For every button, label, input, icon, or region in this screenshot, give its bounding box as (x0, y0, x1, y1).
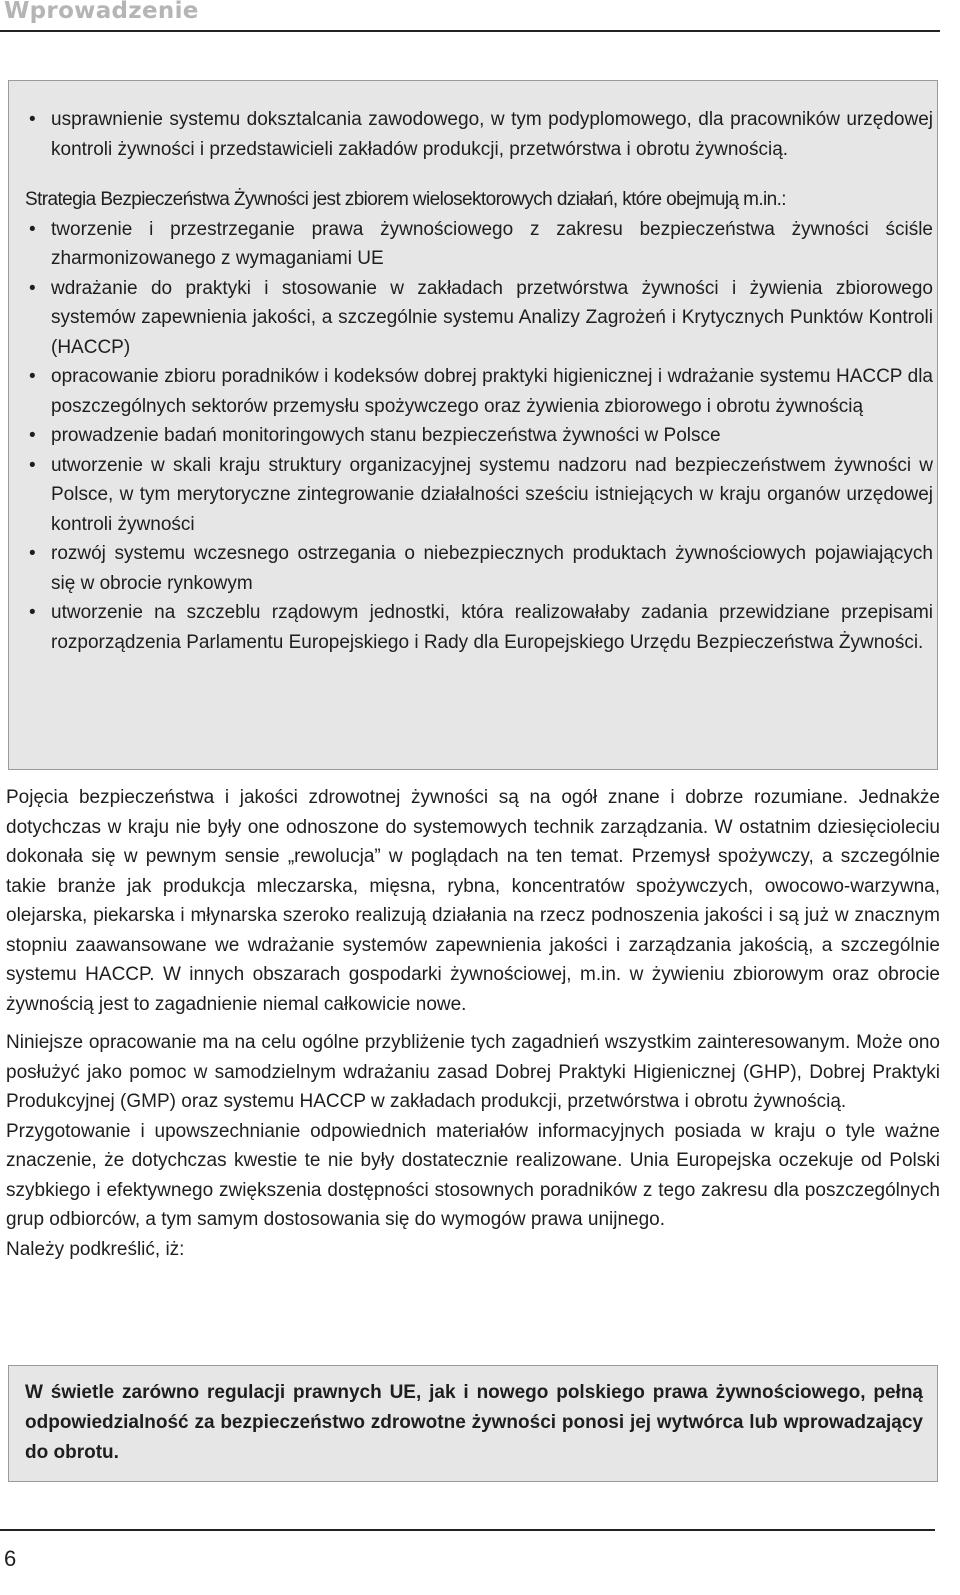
list-item: • prowadzenie badań monitoringowych stanu bezpieczeństwa żywności w Polsce (25, 421, 933, 451)
strategy-intro: Strategia Bezpieczeństwa Żywności jest zbiorem wielosektorowych działań, które obejmują m.in.: (25, 189, 786, 210)
footer-divider (0, 1529, 935, 1531)
list-item: • utworzenie w skali kraju struktury organizacyjnej systemu nadzoru nad bezpieczeństwem żywności w Polsce, w tym merytoryczne zintegrowanie działalności sześciu istniejących w kraju organów urzędowej kontroli żywności (25, 451, 933, 540)
highlight-box (8, 1365, 938, 1482)
list-item: • usprawnienie systemu doksztalcania zawodowego, w tym podyplomowego, dla pracowników urzędowej kontroli żywności i przedstawicieli zakładów produkcji, przetwórstwa i obrotu żywnością. (25, 105, 933, 164)
list-item: • rozwój systemu wczesnego ostrzegania o niebezpiecznych produktach żywnościowych pojawiających się w obrocie rynkowym (25, 539, 933, 598)
body-text (6, 783, 940, 1264)
strategy-box (8, 80, 938, 770)
list-item: • utworzenie na szczeblu rządowym jednostki, która realizowałaby zadania przewidziane przepisami rozporządzenia Parlamentu Europejskiego i Rady dla Europejskiego Urzędu Bezpieczeństwa Żywności. (25, 598, 933, 657)
strategy-box-content (25, 105, 933, 657)
paragraph: Pojęcia bezpieczeństwa i jakości zdrowotnej żywności są na ogół znane i dobrze rozumiane. Jednakże dotychczas w kraju nie były one odnoszone do systemowych technik zarządzania. W ostatnim dziesięcioleciu dokonała się w pewnym sensie „rewolucja” w poglądach na ten temat. Przemysł spożywczy, a szczególnie takie branże jak produkcja mleczarska, mięsna, rybna, koncentratów spożywczych, owocowo-warzywna, olejarska, piekarska i młynarska szeroko realizują działania na rzecz podnoszenia jakości i są już w znacznym stopniu zaawansowane we wdrażanie systemów zapewnienia jakości i zarządzania jakością, a szczególnie systemu HACCP. W innych obszarach gospodarki żywnościowej, m.in. w żywieniu zbiorowym oraz obrocie żywnością jest to zagadnienie niemal całkowicie nowe. (6, 787, 940, 1015)
paragraph: Przygotowanie i upowszechnianie odpowiednich materiałów informacyjnych posiada w kraju o tyle ważne znaczenie, że dotychczas kwestie te nie były dostatecznie realizowane. Unia Europejska oczekuje od Polski szybkiego i efektywnego zwiększenia dostępności stosownych poradników z tego zakresu dla poszczególnych grup odbiorców, a tym samym dostosowania się do wymogów prawa unijnego. (6, 1120, 940, 1230)
paragraph: Niniejsze opracowanie ma na celu ogólne przybliżenie tych zagadnień wszystkim zainteresowanym. Może ono posłużyć jako pomoc w samodzielnym wdrażaniu zasad Dobrej Praktyki Higienicznej (GHP), Dobrej Praktyki Produkcyjnej (GMP) oraz systemu HACCP w zakładach produkcji, przetwórstwa i obrotu żywnością. (6, 1032, 940, 1112)
intro-list (25, 105, 933, 164)
highlight-text: W świetle zarówno regulacji prawnych UE, jak i nowego polskiego prawa żywnościowego, pełną odpowiedzialność za bezpieczeństwo zdrowotne żywności ponosi jej wytwórca lub wprowadzający do obrotu. (25, 1382, 923, 1463)
section-title: Wprowadzenie (4, 0, 199, 24)
list-item: • wdrażanie do praktyki i stosowanie w zakładach przetwórstwa żywności i żywienia zbiorowego systemów zapewnienia jakości, a szczególnie systemu Analizy Zagrożeń i Krytycznych Punktów Kontroli (HACCP) (25, 274, 933, 363)
page-header (0, 0, 940, 32)
paragraph: Należy podkreślić, iż: (6, 1238, 185, 1260)
list-item: • tworzenie i przestrzeganie prawa żywnościowego z zakresu bezpieczeństwa żywności ściśle zharmonizowanego z wymaganiami UE (25, 215, 933, 274)
list-item: • opracowanie zbioru poradników i kodeksów dobrej praktyki higienicznej i wdrażanie systemu HACCP dla poszczególnych sektorów przemysłu spożywczego oraz żywienia zbiorowego i obrotu żywnością (25, 362, 933, 421)
page-number: 6 (4, 1546, 17, 1571)
strategy-list (25, 215, 933, 658)
